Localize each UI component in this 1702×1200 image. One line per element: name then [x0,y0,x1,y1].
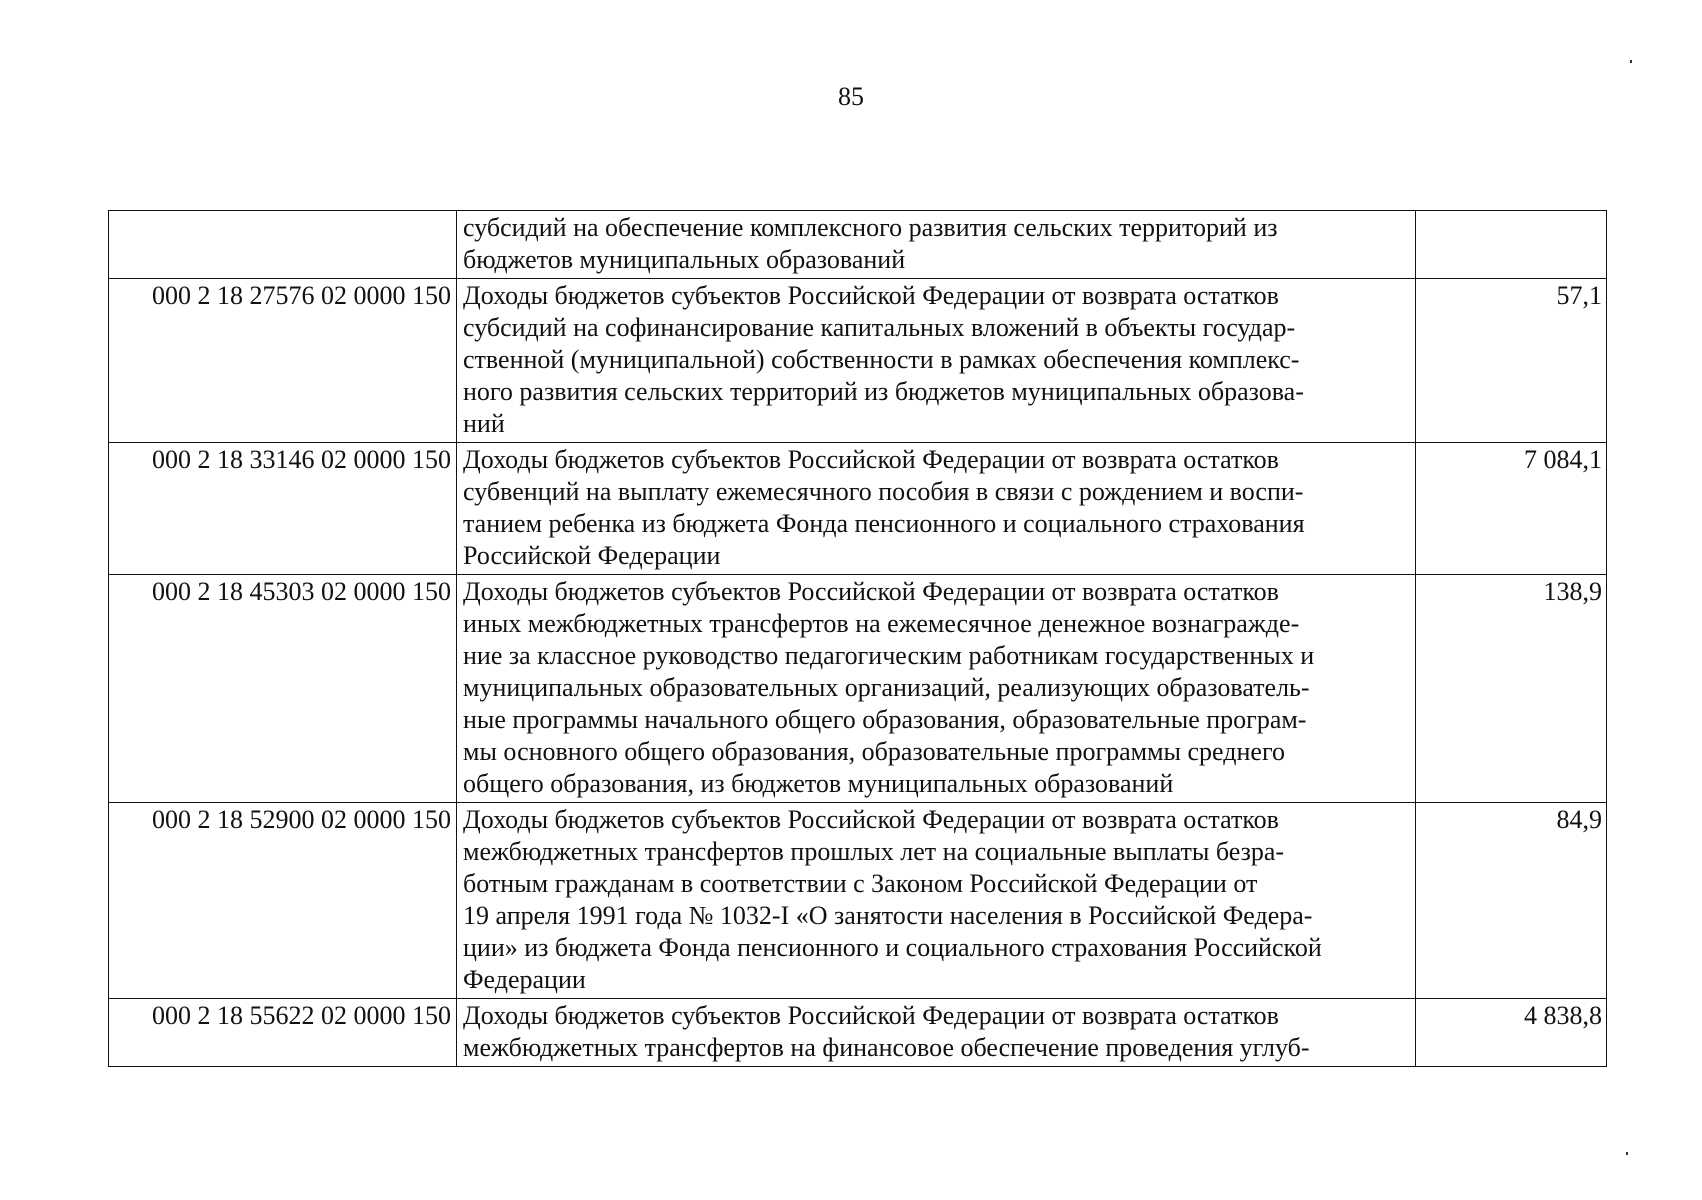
description-line: субвенций на выплату ежемесячного пособия в связи с рождением и воспи- [463,477,1304,506]
table-row [109,999,1607,1067]
table-row [109,803,1607,999]
revenue-description-cell [457,279,1416,443]
description-line: танием ребенка из бюджета Фонда пенсионного и социального страхования [463,509,1305,538]
revenue-code-cell: 000 2 18 33146 02 0000 150 [109,443,457,575]
table-row [109,443,1607,575]
description-line: иных межбюджетных трансфертов на ежемесячное денежное вознагражде- [463,609,1300,638]
description-line: Российской Федерации [463,541,721,570]
description-line: ние за классное руководство педагогическим работникам государственных и [463,641,1315,670]
description-line: межбюджетных трансфертов прошлых лет на социальные выплаты безра- [463,837,1285,866]
description-line: субсидий на обеспечение комплексного развития сельских территорий из [463,213,1278,242]
description-line: Доходы бюджетов субъектов Российской Федерации от возврата остатков [463,445,1279,474]
revenue-code-cell [109,211,457,279]
page-number: 85 [838,82,864,111]
revenue-code-cell: 000 2 18 52900 02 0000 150 [109,803,457,999]
table-body [109,211,1607,1067]
revenue-description-cell [457,803,1416,999]
revenue-description-cell [457,211,1416,279]
revenue-code-cell: 000 2 18 45303 02 0000 150 [109,575,457,803]
description-line: ции» из бюджета Фонда пенсионного и социального страхования Российской [463,933,1322,962]
amount-cell: 138,9 [1416,575,1607,803]
description-line: ные программы начального общего образования, образовательные програм- [463,705,1307,734]
table-row [109,211,1607,279]
revenue-code-cell: 000 2 18 55622 02 0000 150 [109,999,457,1067]
description-line: ного развития сельских территорий из бюджетов муниципальных образова- [463,377,1304,406]
table-row [109,279,1607,443]
revenue-description-cell [457,999,1416,1067]
description-line: муниципальных образовательных организаций, реализующих образователь- [463,673,1310,702]
amount-cell [1416,211,1607,279]
description-line: ботным гражданам в соответствии с Законом Российской Федерации от [463,869,1258,898]
description-line: ственной (муниципальной) собственности в рамках обеспечения комплекс- [463,345,1300,374]
revenue-code-cell: 000 2 18 27576 02 0000 150 [109,279,457,443]
amount-cell: 4 838,8 [1416,999,1607,1067]
description-line: Доходы бюджетов субъектов Российской Федерации от возврата остатков [463,805,1279,834]
scan-speck-bottom [1626,1152,1628,1155]
budget-revenue-table [108,210,1607,1067]
table-row [109,575,1607,803]
amount-cell: 84,9 [1416,803,1607,999]
description-line: мы основного общего образования, образовательные программы среднего [463,737,1285,766]
description-line: ний [463,409,505,438]
description-line: субсидий на софинансирование капитальных вложений в объекты государ- [463,313,1296,342]
amount-cell: 57,1 [1416,279,1607,443]
description-line: Доходы бюджетов субъектов Российской Федерации от возврата остатков [463,1001,1279,1030]
description-line: Федерации [463,965,586,994]
description-line: межбюджетных трансфертов на финансовое обеспечение проведения углуб- [463,1033,1310,1062]
description-line: 19 апреля 1991 года № 1032-I «О занятости населения в Российской Федера- [463,901,1313,930]
revenue-description-cell [457,443,1416,575]
description-line: общего образования, из бюджетов муниципальных образований [463,769,1174,798]
revenue-description-cell [457,575,1416,803]
description-line: Доходы бюджетов субъектов Российской Федерации от возврата остатков [463,577,1279,606]
description-line: Доходы бюджетов субъектов Российской Федерации от возврата остатков [463,281,1279,310]
description-line: бюджетов муниципальных образований [463,245,906,274]
scan-speck-top [1630,60,1632,63]
amount-cell: 7 084,1 [1416,443,1607,575]
